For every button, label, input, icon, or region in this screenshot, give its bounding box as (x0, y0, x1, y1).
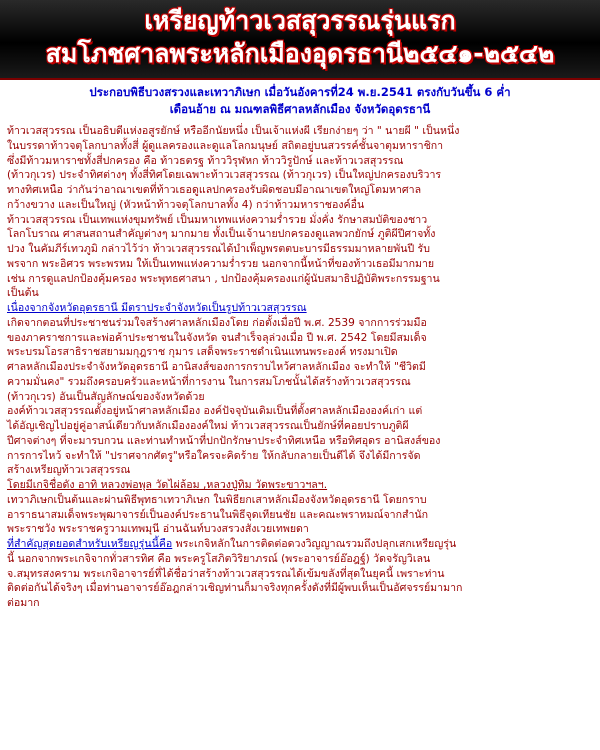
text-line: พระราชวัง พระราชครูวามเทพมุนี อ่านฉันท์บวงสรวงสังเวยเทพยดา (7, 523, 309, 536)
text-line: เป็นต้น (7, 287, 39, 300)
text-line: (ท้าวกุเวร) ประจำทิศต่างๆ ทั้งสี่ทิศโดยเฉพาะท้าวเวสสุวรรณ (ท้าวกุเวร) เป็นใหญ่ปกครองบริวาร (7, 169, 442, 182)
title-banner (0, 0, 600, 80)
banner-title-line-2: สมโภชศาลพระหลักเมืองอุดรธานี๒๕๔๑-๒๕๔๒ (45, 39, 555, 68)
text-line: พรจาก พระอิศวร พระพรหม ให้เป็นเทพแห่งความร่ำรวย นอกจากนี้หน้าที่ของท้าวเธอมีมากมาย (7, 257, 435, 270)
text-line: ปวง ในคัมภีร์เทวภูมิ กล่าวไว้ว่า ท้าวเวสสุวรรณได้บำเพ็ญพรตตบะบารมีธรรมมาหลายพันปี รับ (7, 243, 430, 255)
text-line: เทวาภิเษกเป็นต้นและผ่านพิธีพุทธาเทวาภิเษก ในพิธียกเสาหลักเมืองจังหวัดอุดรธานี โดยกราบ (7, 493, 427, 506)
text-line: ซึ่งมีท้าวมหาราชทั้งสี่ปกครอง คือ ท้าวธตรฐ ท้าววิรุฬหก ท้าววิรูปักษ์ และท้าวเวสสุวรรณ (7, 154, 404, 167)
section-heading-emblem: เนื่องจากจังหวัดอุดรธานี มีตราประจำจังหวัดเป็นรูปท้าวเวสสุวรรณ (7, 302, 307, 314)
paragraph-history (7, 124, 593, 301)
text-line: ของภาคราชการและพ่อค้าประชาชนในจังหวัด จนสำเร็จลุล่วงเมื่อ ปี พ.ศ. 2542 โดยมีสมเด็จ (7, 331, 427, 344)
text-line: อาราธนาสมเด็จพระพุฒาจารย์เป็นองค์ประธานในพิธีจุดเทียนชัย และคณะพราหมณ์จากสำนัก (7, 508, 429, 521)
subtitle-line-1: ประกอบพิธีบวงสรวงและเทวาภิเษก เมื่อวันอังคารที่24 พ.ย.2541 ตรงกับวันขึ้น 6 ค่ำ (89, 85, 511, 99)
text-line: ท้าวเวสสุวรรณ เป็นอธิบดีแห่งอสูรยักษ์ หรืออีกนัยหนึ่ง เป็นเจ้าแห่งผี เรียกง่ายๆ ว่า " นายผี " เป็นหนึ่ง (7, 125, 460, 137)
text-line: การการไหว้ จะทำให้ "ปราศจากศัตรู"หรือใครจะคิดร้าย ให้กลับกลายเป็นดีได้ จึงได้มีการจัด (7, 449, 421, 462)
paragraph-highlight (7, 537, 593, 611)
text-line: ความมั่นคง" รวมถึงครอบครัวและหน้าที่การงาน ในการสมโภชนั้นได้สร้างท้าวเวสสุวรรณ (7, 375, 411, 388)
highlight-first-line-text: พระเกจิหลักในการติดต่อดวงวิญญาณรวมถึงปลุกเสกเหรียญรุ่น (172, 538, 457, 550)
article-body (7, 124, 593, 611)
section-heading-monks: โดยมีเกจิชื่อดัง อาทิ หลวงพ่อพุล วัดไผ่ล้อม ,หลวงปู่ทิม วัดพระขาวฯลฯ. (7, 479, 328, 491)
text-line: เกิดจากตอนที่ประชาชนร่วมใจสร้างศาลหลักเมืองโดย ก่อตั้งเมื่อปี พ.ศ. 2539 จากการร่วมมือ (7, 316, 427, 329)
text-line: ในบรรดาท้าวจตุโลกบาลทั้งสี่ ผู้ดูแลครองและดูแลโลกมนุษย์ สถิตอยู่บนสวรรค์ชั้นจาตุมหาราชิกา (7, 139, 444, 152)
paragraph-shrine (7, 316, 593, 478)
text-line: จ.สมุทรสงคราม พระเกจิอาจารย์ที่ได้ชื่อว่าสร้างท้าวเวสสุวรรณได้เข้มขลังที่สุดในยุคนี้ เพราะท่าน (7, 567, 445, 580)
text-line: ต่อมาก (7, 597, 40, 609)
subtitle-line-2: เดือนอ้าย ณ มณฑลพิธีศาลหลักเมือง จังหวัดอุดรธานี (169, 102, 431, 116)
text-line: สร้างเหรียญท้าวเวสสุวรรณ (7, 464, 131, 477)
text-line: นี้ นอกจากพระเกจิจากทั่วสารทิศ คือ พระครูโสภิตวิริยาภรณ์ (พระอาจารย์อ๊อฎฐ์) วัดจรัญวิเลน (7, 552, 431, 565)
text-line: (ท้าวกุเวร) อันเป็นสัญลักษณ์ของจังหวัดด้วย (7, 390, 205, 403)
banner-title-line-1: เหรียญท้าวเวสสุวรรณรุ่นแรก (144, 6, 456, 35)
ceremony-subtitle (40, 84, 560, 118)
text-line: องค์ท้าวเวสสุวรรณตั้งอยู่หน้าศาลหลักเมือง องค์ปัจจุบันเดิมเป็นที่ตั้งศาลหลักเมืององค์เก่า แต่ (7, 405, 423, 418)
paragraph-ceremony (7, 493, 593, 537)
text-line: เช่น การดูแลปกป้องคุ้มครอง พระพุทธศาสนา , ปกป้องคุ้มครองแก่ผู้นับสมาธิปฏิบัติพระกรรมฐาน (7, 272, 440, 285)
text-line: โลกโบราณ ศาสนสถานสำคัญต่างๆ มากมาย ทั้งเป็นเจ้านายปกครองดูแลพวกยักษ์ ภูติผีปีศาจทั้ง (7, 228, 436, 241)
highlight-first-line (7, 537, 593, 552)
text-line: กว้างขวาง และเป็นใหญ่ (หัวหน้าท้าวจตุโลกบาลทั้ง 4) กว่าท้าวมหาราชองค์อื่น (7, 198, 365, 211)
section-heading-highlight: ที่สำคัญสุดยอดสำหรับเหรียญรุ่นนี้คือ (7, 538, 173, 550)
text-line: พระบรมโอรสาธิราชสยามมกุฎราช กุมาร เสด็จพระราชดำเนินแทนพระองค์ ทรงมาเปิด (7, 346, 398, 359)
text-line: ปีศาจต่างๆ ที่จะมารบกวน และท่านทำหน้าที่ปกปักรักษาประจำทิศเหนือ หรือทิศอุดร อานิสงส์ของ (7, 434, 441, 447)
text-line: ติดต่อกันได้จริงๆ เมื่อท่านอาจารย์อ๊อฎกล่าวเชิญท่านก็มาจริงทุกครั้งดังที่มีผู้พบเห็นเป็นอัศจรรย์มามาก (7, 582, 463, 595)
text-line: ท้าวเวสสุวรรณ เป็นเทพแห่งขุมทรัพย์ เป็นมหาเทพแห่งความร่ำรวย มั่งคั่ง รักษาสมบัติของชาว (7, 213, 428, 226)
text-line: ศาลหลักเมืองประจำจังหวัดอุดรธานี อานิสงส์ของการกราบไหว้ศาลหลักเมือง จะทำให้ "ชีวิตมี (7, 361, 426, 373)
text-line: ได้อัญเชิญไปอยู่คู่อาสน์เดียวกับหลักเมืององค์ใหม่ ท้าวเวสสุวรรณเป็นยักษ์ที่คอยปราบภูติผี (7, 420, 409, 432)
text-line: ทางทิศเหนือ ว่ากันว่าอาณาเขตที่ท้าวเธอดูแลปกครองรับผิดชอบมีอาณาเขตใหญ่โตมหาศาล (7, 184, 422, 196)
